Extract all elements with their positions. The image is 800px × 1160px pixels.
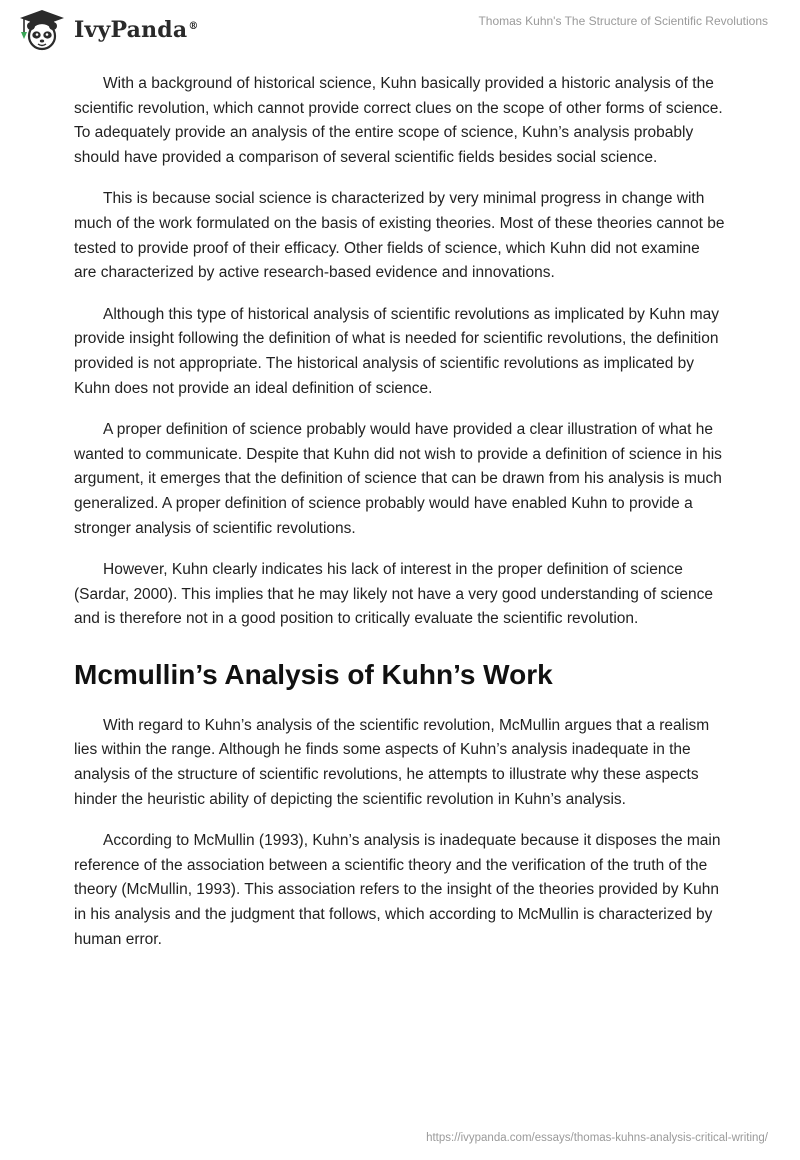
paragraph: Although this type of historical analysis of scientific revolutions as implicated by Kuhn may provide insight following the definition of what is needed for scientific revolutions, the definition provided is not appropriate. The historical analysis of scientific revolutions as implicated by Kuhn does not provide an ideal definition of science. bbox=[74, 305, 719, 397]
ivypanda-logo[interactable] bbox=[16, 8, 199, 52]
essay-content bbox=[74, 72, 726, 969]
logo-wordmark: IvyPanda® bbox=[74, 17, 199, 43]
source-url[interactable]: https://ivypanda.com/essays/thomas-kuhns-analysis-critical-writing/ bbox=[426, 1132, 768, 1144]
paragraph: With regard to Kuhn’s analysis of the scientific revolution, McMullin argues that a realism lies within the range. Although he finds some aspects of Kuhn’s analysis inadequate in the analysis of the structure of scientific revolutions, he attempts to illustrate why these aspects hinder the heuristic ability of depicting the scientific revolution in Kuhn’s analysis. bbox=[74, 716, 710, 808]
document-title: Thomas Kuhn's The Structure of Scientific Revolutions bbox=[478, 14, 768, 28]
paragraph: A proper definition of science probably would have provided a clear illustration of what he wanted to communicate. Despite that Kuhn did not wish to provide a definition of science in his argument, it emerges that the definition of science that can be drawn from his analysis is much generalized. A proper definition of science probably would have enabled Kuhn to provide a stronger analysis of scientific revolutions. bbox=[74, 421, 722, 537]
paragraph: With a background of historical science, Kuhn basically provided a historic analysis of the scientific revolution, which cannot provide correct clues on the scope of other forms of science. To adequately provide an analysis of the entire scope of science, Kuhn’s analysis probably should have provided a comparison of several scientific fields besides social science. bbox=[74, 75, 723, 166]
page-header bbox=[0, 0, 800, 60]
paragraph: This is because social science is characterized by very minimal progress in change with much of the work formulated on the basis of existing theories. Most of these theories cannot be tested to provide proof of their efficacy. Other fields of science, which Kuhn did not examine are characterized by active research-based evidence and innovations. bbox=[74, 190, 725, 282]
paragraph: However, Kuhn clearly indicates his lack of interest in the proper definition of science (Sardar, 2000). This implies that he may likely not have a very good understanding of science and is therefore not in a good position to critically evaluate the scientific revolution. bbox=[74, 561, 714, 628]
paragraph: According to McMullin (1993), Kuhn’s analysis is inadequate because it disposes the main reference of the association between a scientific theory and the verification of the truth of the theory (McMullin, 1993). This association refers to the insight of the theories provided by Kuhn in his analysis and the judgment that follows, which according to McMullin is characterized by human error. bbox=[74, 832, 721, 948]
panda-graduate-icon bbox=[16, 8, 68, 52]
section-heading: Mcmullin’s Analysis of Kuhn’s Work bbox=[74, 658, 553, 690]
